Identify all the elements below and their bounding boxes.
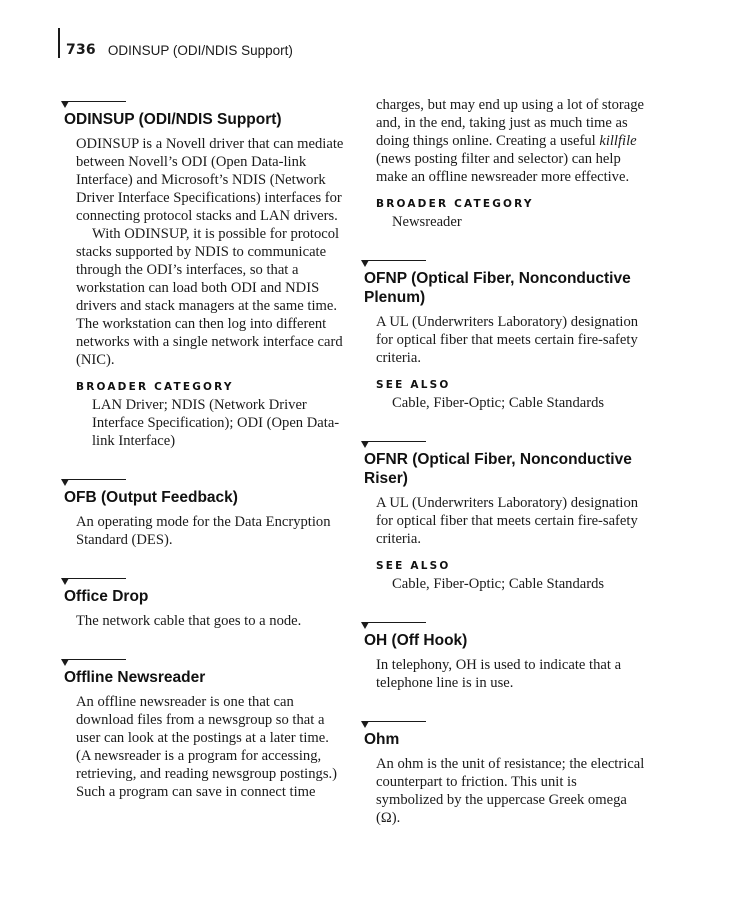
entry-paragraph: A UL (Underwriters Laboratory) designation for optical fiber that meets certain fire-safety criteria. (376, 314, 639, 366)
right-column (361, 96, 646, 849)
category-label: SEE ALSO (376, 379, 451, 391)
category-label: BROADER CATEGORY (376, 198, 534, 210)
category-label: SEE ALSO (376, 560, 451, 572)
category-text: Cable, Fiber-Optic; Cable Standards (392, 395, 605, 411)
entry-offline-newsreader (61, 652, 346, 801)
entry-marker (361, 253, 646, 267)
entry-title: OFB (Output Feedback) (64, 489, 238, 506)
entry-title: OH (Off Hook) (364, 632, 468, 649)
category-text: Cable, Fiber-Optic; Cable Standards (392, 576, 605, 592)
entry-marker (61, 94, 346, 108)
page-number: 736 (66, 42, 96, 58)
entry-paragraph: The network cable that goes to a node. (76, 613, 302, 629)
entry-marker (361, 714, 646, 728)
entry-oh (361, 615, 646, 692)
entry-marker (361, 434, 646, 448)
entry-title: OFNP (Optical Fiber, Nonconductive Plenum) (364, 270, 631, 306)
entry-marker (361, 615, 646, 629)
entry-paragraph: In telephony, OH is used to indicate that a telephone line is in use. (376, 657, 622, 691)
category-text: Newsreader (392, 214, 462, 230)
entry-ofnr (361, 434, 646, 593)
triangle-marker-icon (361, 721, 369, 728)
entry-paragraph: With ODINSUP, it is possible for protocol stacks supported by NDIS to communicate through the ODI’s interfaces, so that a workstation can load both ODI and NDIS drivers and stack managers at the same time. The workstation can then log into different networks with a single network interface card (NIC). (76, 226, 343, 368)
entry-title: ODINSUP (ODI/NDIS Support) (64, 111, 282, 128)
triangle-marker-icon (361, 260, 369, 267)
category-label: BROADER CATEGORY (76, 381, 234, 393)
entry-office-drop (61, 571, 346, 630)
entry-title: Office Drop (64, 588, 149, 605)
triangle-marker-icon (361, 441, 369, 448)
entry-offline-newsreader-continued (361, 96, 646, 231)
entry-paragraph: A UL (Underwriters Laboratory) designation for optical fiber that meets certain fire-safety criteria. (376, 495, 639, 547)
entry-paragraph: An offline newsreader is one that can download files from a newsgroup so that a user can look at the postings at a later time. (A newsreader is a program for accessing, retrieving, and reading newsgroup postings.) Such a program can save in connect time (76, 694, 338, 800)
entry-title: Ohm (364, 731, 400, 748)
triangle-marker-icon (361, 622, 369, 629)
entry-paragraph: An ohm is the unit of resistance; the electrical counterpart to friction. This unit is symbolized by the uppercase Greek omega (Ω). (376, 756, 645, 826)
entry-paragraph: ODINSUP is a Novell driver that can mediate between Novell’s ODI (Open Data-link Interface) and Microsoft’s NDIS (Network Driver Interface Specifications) interfaces for connecting protocol stacks and LAN drivers. (76, 136, 344, 224)
entry-marker (61, 652, 346, 666)
entry-paragraph-continued: charges, but may end up using a lot of storage and, in the end, taking just as much time as doing things online. Creating a useful killfile (news posting filter and selector) can help make an offline newsreader more effective. (376, 97, 645, 185)
running-head: ODINSUP (ODI/NDIS Support) (107, 43, 293, 58)
entry-odinsup (61, 94, 346, 450)
category-text: LAN Driver; NDIS (Network Driver Interface Specification); ODI (Open Data-link Interface) (92, 397, 340, 449)
triangle-marker-icon (61, 101, 69, 108)
triangle-marker-icon (61, 659, 69, 666)
triangle-marker-icon (61, 578, 69, 585)
page-header (58, 28, 293, 58)
entry-marker (61, 472, 346, 486)
entry-ofnp (361, 253, 646, 412)
left-column (61, 94, 346, 823)
entry-paragraph: An operating mode for the Data Encryption Standard (DES). (76, 514, 331, 548)
entry-title: Offline Newsreader (64, 669, 206, 686)
entry-ohm (361, 714, 646, 827)
triangle-marker-icon (61, 479, 69, 486)
entry-ofb (61, 472, 346, 549)
entry-title: OFNR (Optical Fiber, Nonconductive Riser) (364, 451, 632, 487)
entry-marker (61, 571, 346, 585)
